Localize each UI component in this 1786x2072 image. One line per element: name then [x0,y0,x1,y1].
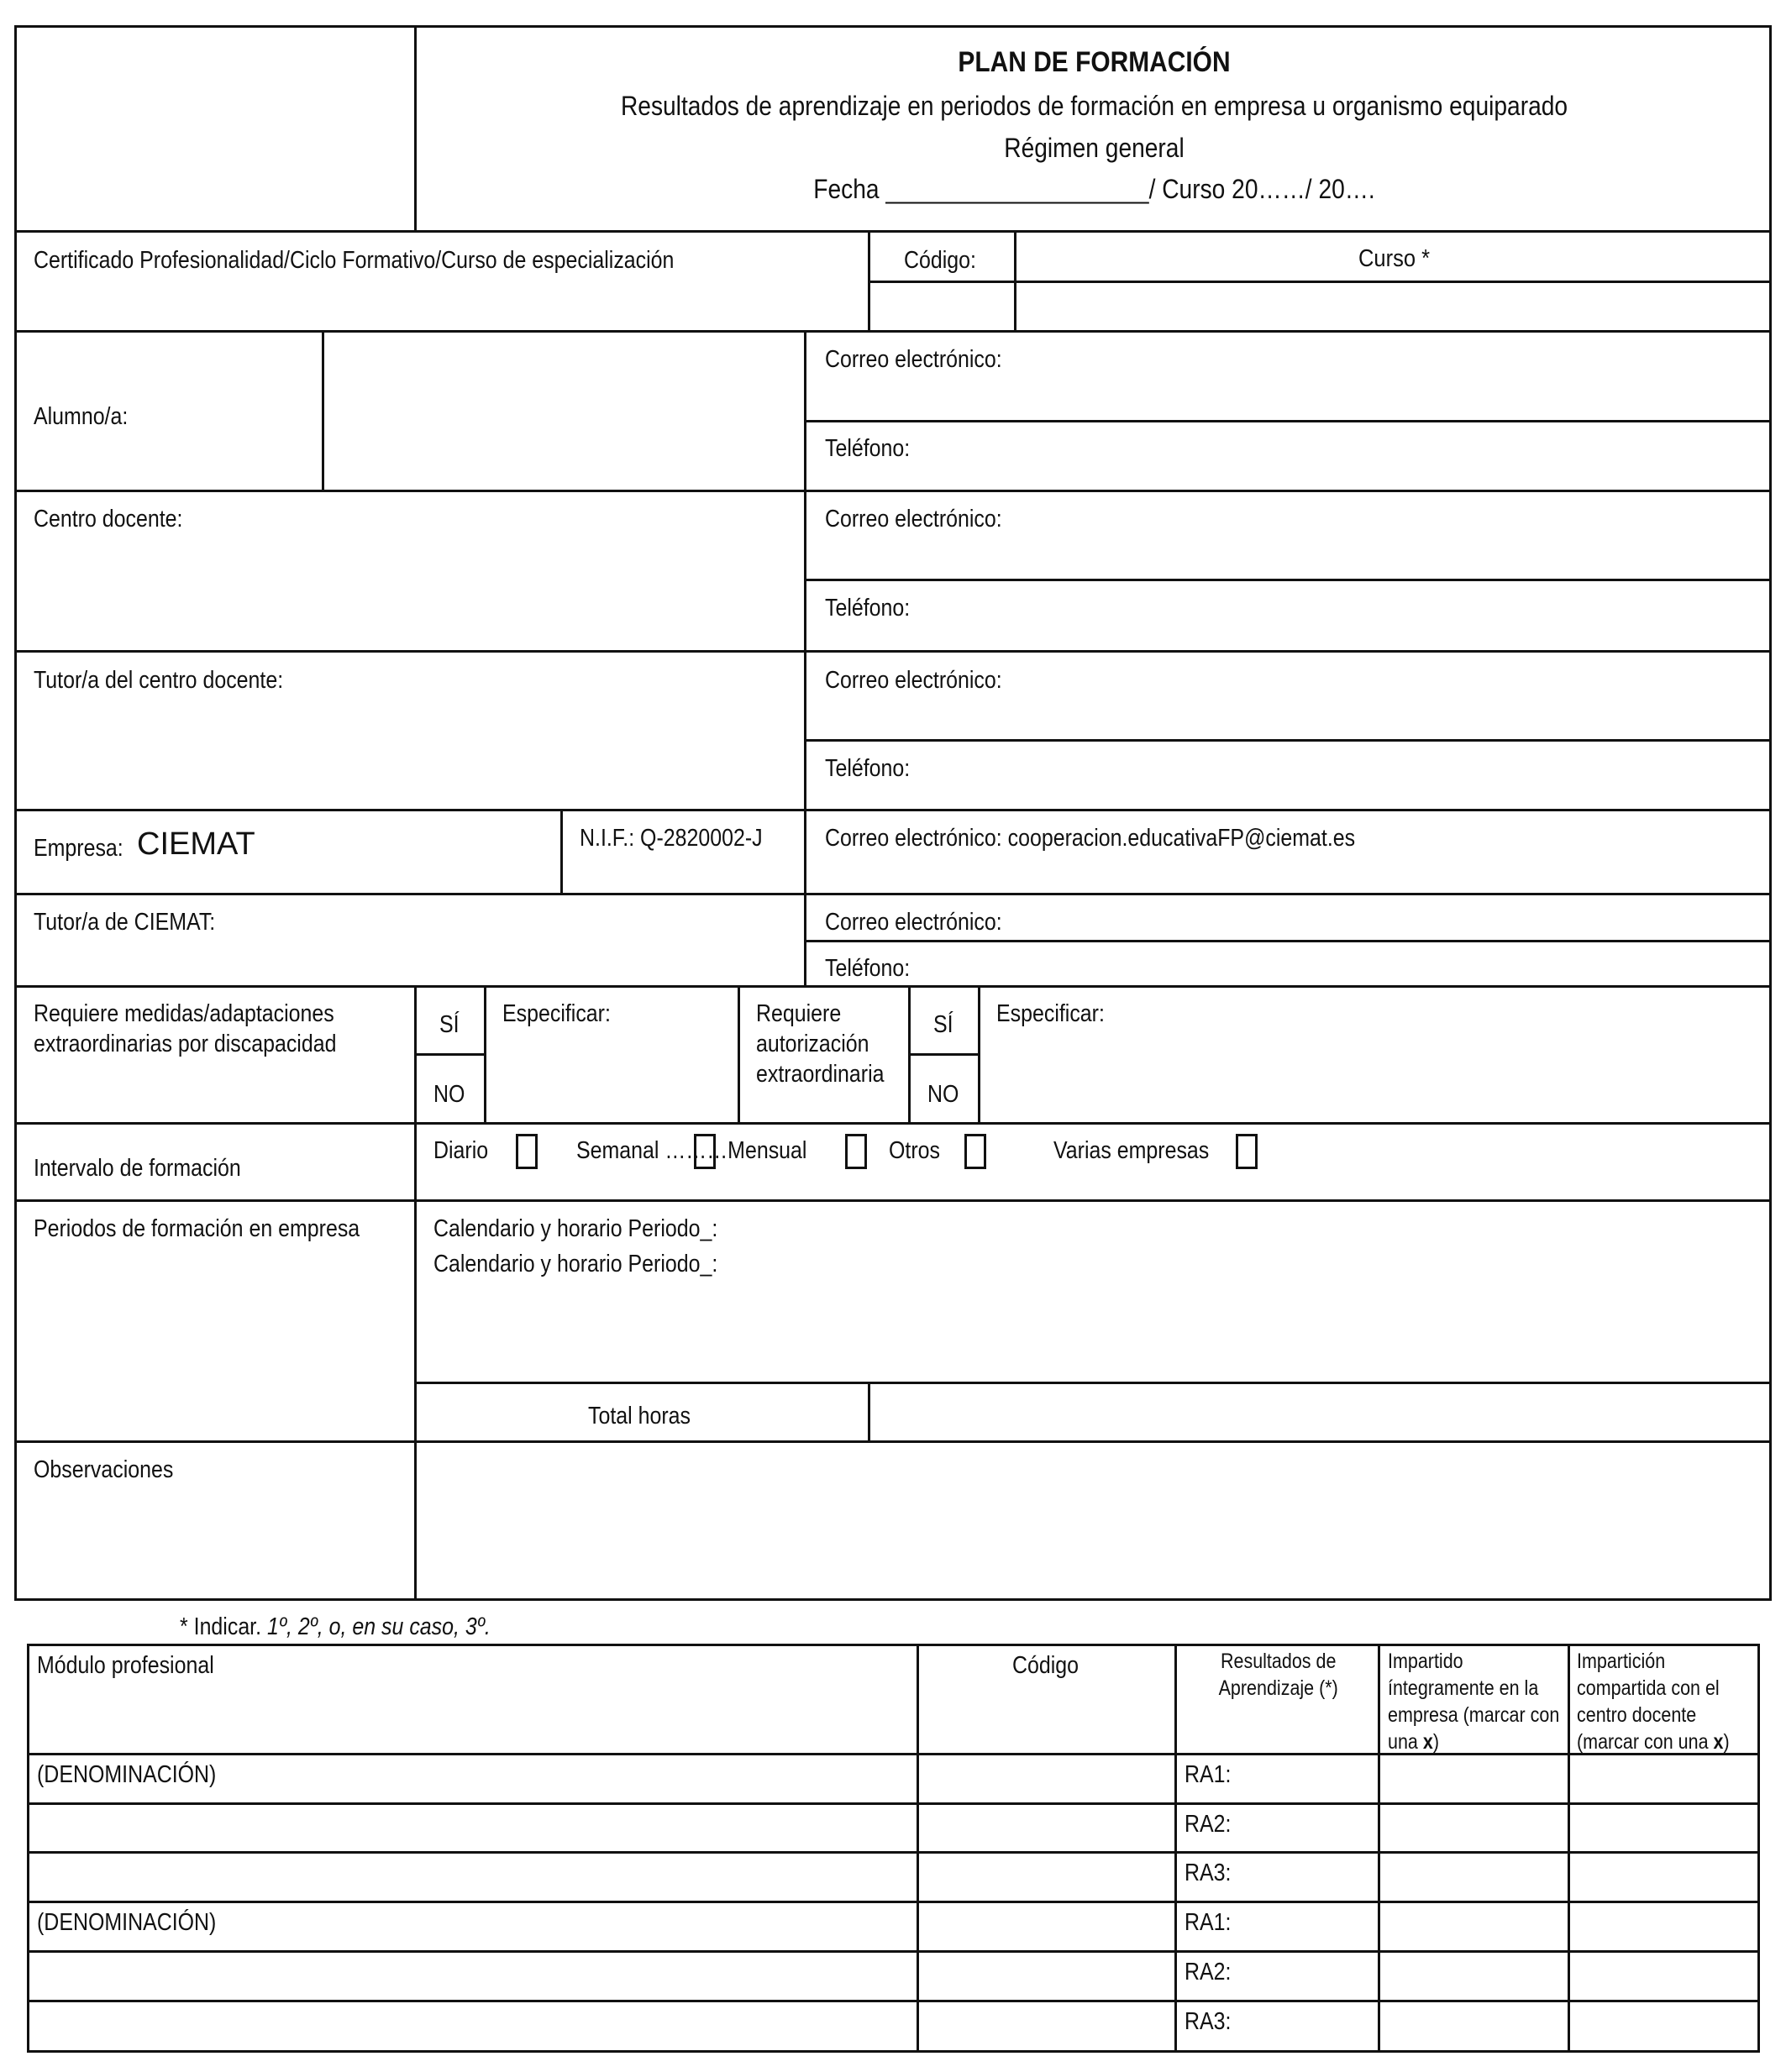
school-tutor-phone-label: Teléfono: [825,755,911,782]
divider-interval [14,1199,1772,1202]
module-row-5-ra: RA2: [1185,1959,1232,1985]
module-row-1-name: (DENOMINACIÓN) [37,1761,217,1788]
modules-header-full-text: Impartido íntegramente en la empresa (marcar con una [1388,1650,1560,1754]
total-hours-label: Total horas [588,1403,691,1429]
vline-si-no-2-right [978,985,980,1124]
module-row-2-ra: RA2: [1185,1811,1232,1838]
modules-header-full-close: ) [1432,1730,1439,1754]
disability-specify-label: Especificar: [502,1000,611,1027]
module-row-6-ra: RA3: [1185,2008,1232,2035]
company-nif: N.I.F.: Q-2820002-J [580,825,763,852]
footnote-italic: 1º, 2º, o, en su caso, 3º. [266,1613,491,1640]
disability-no-option[interactable]: NO [433,1081,465,1108]
school-email-label: Correo electrónico: [825,506,1002,532]
observations-label: Observaciones [34,1456,174,1483]
divider-header [14,230,1772,233]
program-course-field[interactable] [1016,283,1772,330]
modules-header-shared [1577,1648,1756,1755]
divider-si-no-1 [416,1053,486,1056]
divider-si-no-2 [910,1053,980,1056]
divider-measures [14,1122,1772,1125]
company-tutor-email-label: Correo electrónico: [825,909,1002,936]
modules-vline-code [917,1644,919,2053]
divider-company-tutor-phone [806,940,1772,942]
program-code-label: Código: [904,247,976,274]
authorization-label: Requiere autorización extraordinaria [756,1000,885,1088]
vline-contact-column [804,330,806,987]
modules-row-divider-5 [27,2000,1760,2002]
company-email: Correo electrónico: cooperacion.educativaFP@ciemat.es [825,825,1356,852]
vline-si-no-1-left [414,985,417,1124]
modules-header-shared-close: ) [1723,1730,1730,1754]
interval-multiple-companies-checkbox[interactable] [1236,1134,1258,1169]
divider-program [14,330,1772,333]
program-label: Certificado Profesionalidad/Ciclo Formativo/Curso de especialización [34,247,675,274]
module-row-4-name: (DENOMINACIÓN) [37,1909,217,1936]
divider-school-tutor-phone [806,739,1772,742]
form-regime: Régimen general [1004,133,1185,163]
interval-daily-checkbox[interactable] [516,1134,538,1169]
observations-field[interactable] [417,1443,1772,1601]
modules-row-divider-4 [27,1950,1760,1953]
student-name-field[interactable] [324,333,804,490]
company-name: CIEMAT [137,826,255,862]
interval-option-weekly-monthly: Semanal ………Mensual [576,1137,807,1164]
divider-student-phone [806,420,1772,422]
modules-vline-ra [1174,1644,1177,2053]
divider-school-phone [806,579,1772,581]
modules-header-shared-x: x [1713,1730,1724,1754]
modules-header-shared-text: Impartición compartida con el centro docente (marcar con una [1577,1650,1720,1754]
modules-header-full-x: x [1422,1730,1433,1754]
interval-other-checkbox[interactable] [964,1134,986,1169]
school-tutor-email-label: Correo electrónico: [825,667,1002,694]
periods-schedule-2: Calendario y horario Periodo_: [433,1251,718,1277]
modules-header-code: Código [1012,1652,1079,1679]
interval-option-other: Otros [889,1137,940,1164]
interval-label: Intervalo de formación [34,1155,241,1182]
program-code-field[interactable] [870,283,1014,330]
divider-school-tutor [14,809,1772,811]
modules-row-divider-1 [27,1802,1760,1805]
footnote-prefix: * Indicar. [180,1613,267,1640]
school-tutor-label: Tutor/a del centro docente: [34,667,284,694]
divider-student [14,490,1772,492]
vline-si-no-1-right [484,985,486,1124]
module-row-4-ra: RA1: [1185,1909,1232,1936]
modules-header-full [1388,1648,1567,1755]
form-title: PLAN DE FORMACIÓN [958,46,1231,78]
vline-authorization [738,985,740,1124]
authorization-yes-option[interactable]: SÍ [933,1011,953,1038]
school-label: Centro docente: [34,506,183,532]
school-phone-label: Teléfono: [825,595,911,622]
student-label: Alumno/a: [34,403,129,430]
disability-yes-option[interactable]: SÍ [439,1011,460,1038]
modules-header-module: Módulo profesional [37,1652,214,1679]
student-email-label: Correo electrónico: [825,346,1002,373]
modules-vline-full [1378,1644,1380,2053]
form-date-line: Fecha ____________________/ Curso 20……/ 20…. [813,174,1375,204]
module-row-3-ra: RA3: [1185,1860,1232,1886]
periods-schedule-1: Calendario y horario Periodo_: [433,1215,718,1242]
footnote [180,1612,491,1642]
program-course-label: Curso * [1358,245,1431,272]
modules-row-divider-2 [27,1851,1760,1854]
periods-label: Periodos de formación en empresa [34,1215,360,1242]
company-tutor-label: Tutor/a de CIEMAT: [34,909,216,936]
disability-measures-label: Requiere medidas/adaptaciones extraordinarias por discapacidad [34,1000,337,1057]
authorization-specify-label: Especificar: [996,1000,1105,1027]
interval-option-multiple-companies: Varias empresas [1053,1137,1210,1164]
modules-header-ra: Resultados de Aprendizaje (*) [1218,1650,1338,1700]
divider-company-tutor [14,985,1772,988]
vline-nif [560,809,563,894]
student-phone-label: Teléfono: [825,435,911,462]
authorization-no-option[interactable]: NO [927,1081,959,1108]
interval-option-daily: Diario [433,1137,489,1164]
modules-vline-shared [1568,1644,1570,2053]
company-label: Empresa: [34,835,123,862]
company-tutor-phone-label: Teléfono: [825,955,911,982]
vline-header [414,25,417,232]
module-row-1-ra: RA1: [1185,1761,1232,1788]
divider-school [14,650,1772,653]
total-hours-field[interactable] [870,1384,1772,1440]
interval-weekly-checkbox[interactable] [694,1134,716,1169]
divider-company [14,893,1772,895]
form-subtitle: Resultados de aprendizaje en periodos de formación en empresa u organismo equiparado [620,91,1568,121]
modules-row-divider-3 [27,1901,1760,1903]
interval-monthly-checkbox[interactable] [845,1134,867,1169]
